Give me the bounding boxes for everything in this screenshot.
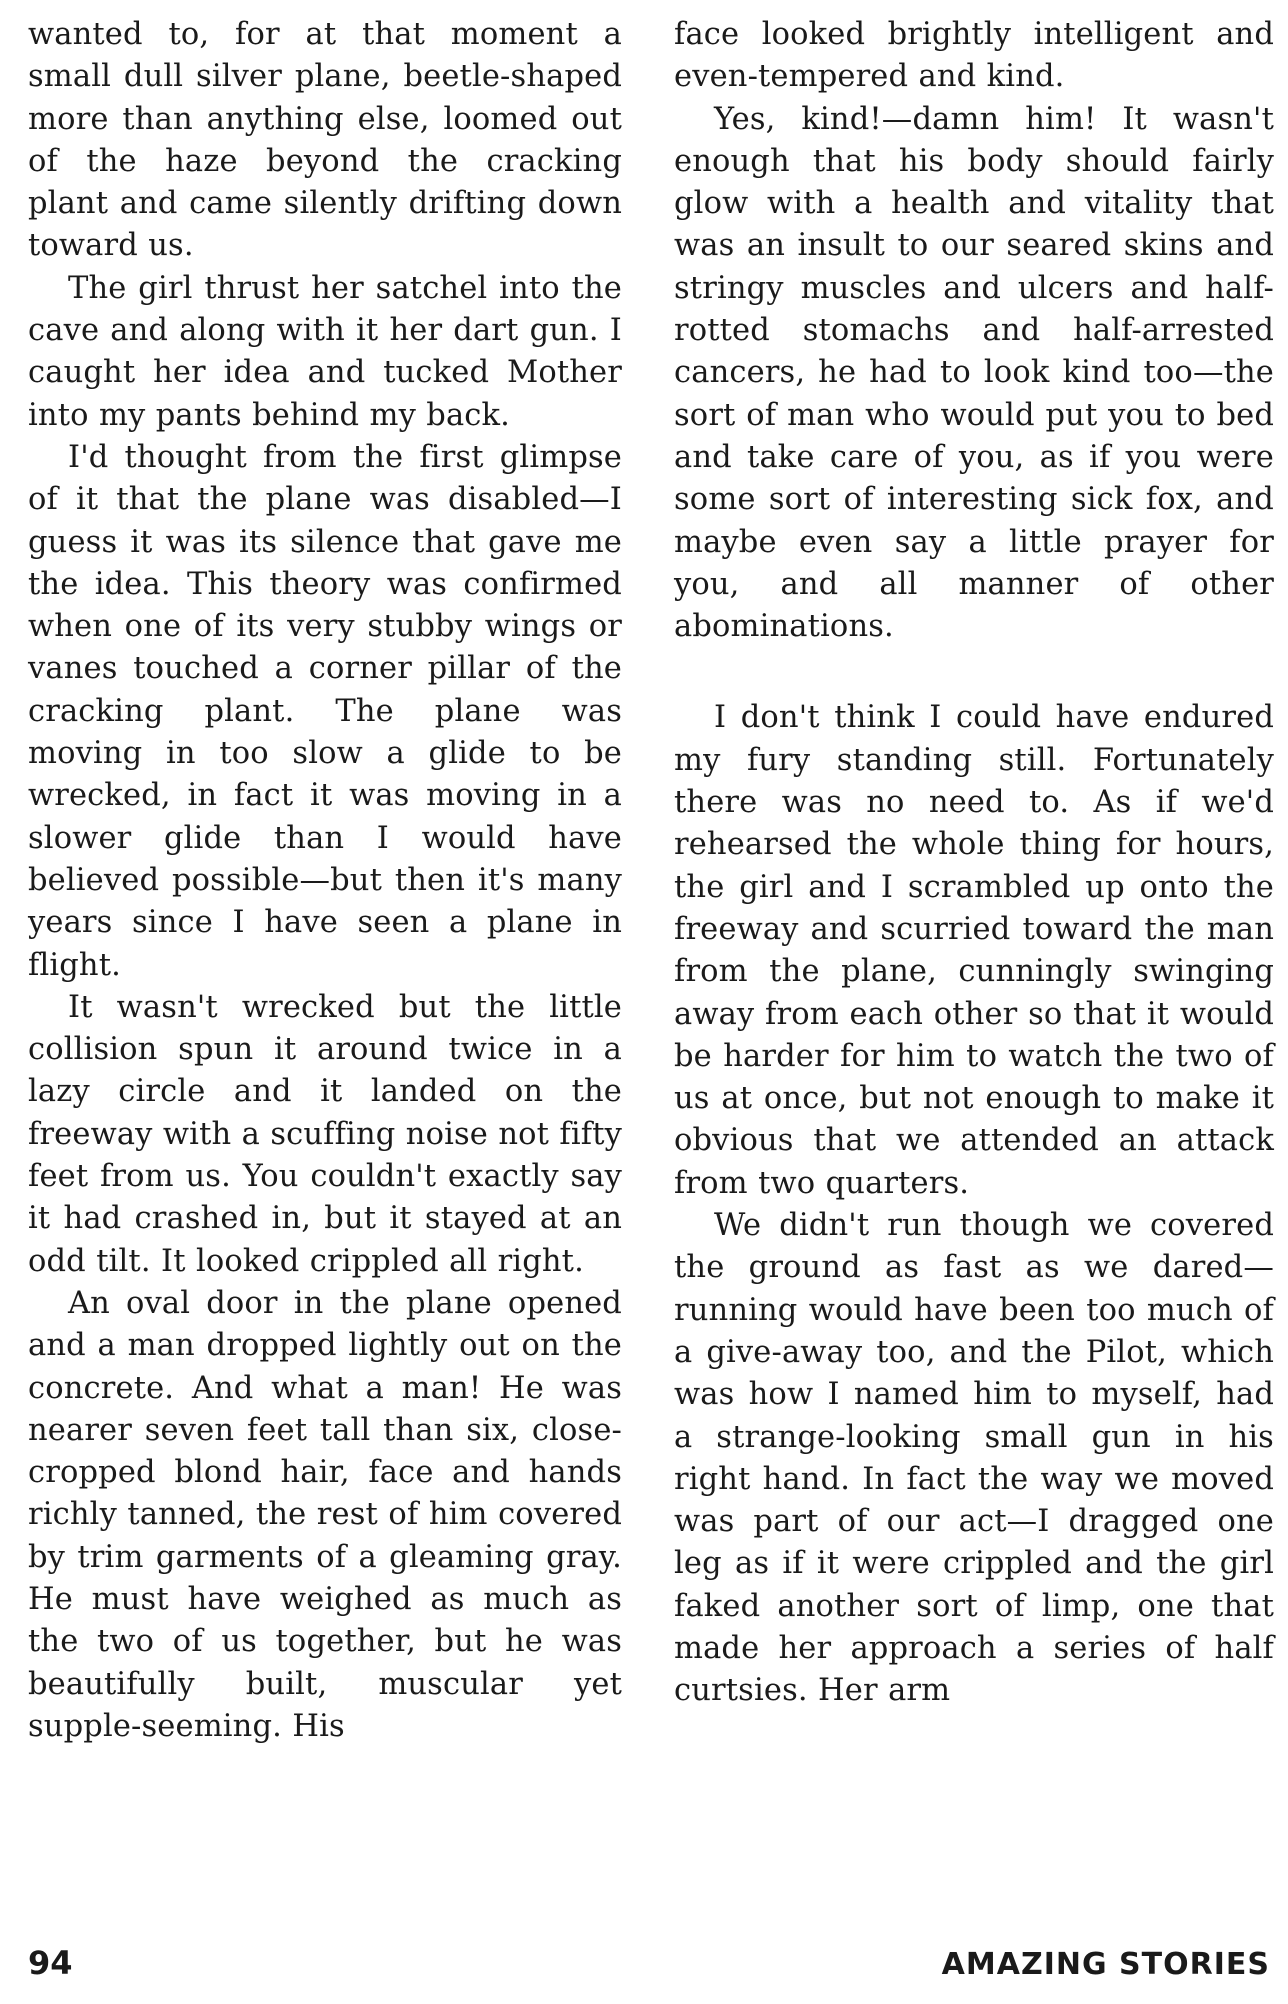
right-paragraph-3: I don't think I could have endured my fury standing still. Fortunately there was no need to. As if we'd rehearsed the whole thing for hours, the girl and I scrambled up onto the freeway and scurried toward the man from the plane, cunningly swinging away from each other so that it would be harder for him to watch the two of us at once, but not enough to make it obvious that we attended an attack from two quarters.: [674, 700, 1274, 1201]
left-paragraph-5: An oval door in the plane opened and a man dropped lightly out on the concrete. And what a man! He was nearer seven feet tall than six, close-cropped blond hair, face and hands richly tanned, the rest of him covered by trim garments of a gleaming gray. He must have weighed as much as the two of us together, but he was beautifully built, muscular yet supple-seeming. His: [28, 1285, 622, 1744]
right-paragraph-4: We didn't run though we covered the ground as fast as we dared—running would have been too much of a give-away too, and the Pilot, which was how I named him to myself, had a strange-looking small gun in his right hand. In fact the way we moved was part of our act—I dragged one leg as if it were crippled and the girl faked another sort of limp, one that made her approach a series of half curtsies. Her arm: [674, 1208, 1274, 1709]
right-text-column: [674, 14, 1274, 1713]
left-paragraph-1: wanted to, for at that moment a small dull silver plane, beetle-shaped more than anything else, loomed out of the haze beyond the cracking plant and came silently drifting down toward us.: [28, 17, 622, 264]
magazine-title: AMAZING STORIES: [941, 1947, 1270, 1982]
left-paragraph-2: The girl thrust her satchel into the cave and along with it her dart gun. I caught her idea and tucked Mother into my pants behind my back.: [28, 270, 622, 433]
right-paragraph-2: Yes, kind!—damn him! It wasn't enough that his body should fairly glow with a health and vitality that was an insult to our seared skins and stringy muscles and ulcers and half-rotted stomachs and half-arrested cancers, he had to look kind too—the sort of man who would put you to bed and take care of you, as if you were some sort of interesting sick fox, and maybe even say a little prayer for you, and all manner of other abominations.: [674, 101, 1274, 645]
left-paragraph-3: I'd thought from the first glimpse of it that the plane was disabled—I guess it was its silence that gave me the idea. This theory was confirmed when one of its very stubby wings or vanes touched a corner pillar of the cracking plant. The plane was moving in too slow a glide to be wrecked, in fact it was moving in a slower glide than I would have believed possible—but then it's many years since I have seen a plane in flight.: [28, 439, 622, 983]
left-text-column: [28, 14, 622, 1748]
right-paragraph-1: face looked brightly intelligent and even-tempered and kind.: [674, 17, 1274, 95]
page-number: 94: [28, 1944, 73, 1982]
left-paragraph-4: It wasn't wrecked but the little collision spun it around twice in a lazy circle and it landed on the freeway with a scuffing noise not fifty feet from us. You couldn't exactly say it had crashed in, but it stayed at an odd tilt. It looked crippled all right.: [28, 989, 622, 1279]
